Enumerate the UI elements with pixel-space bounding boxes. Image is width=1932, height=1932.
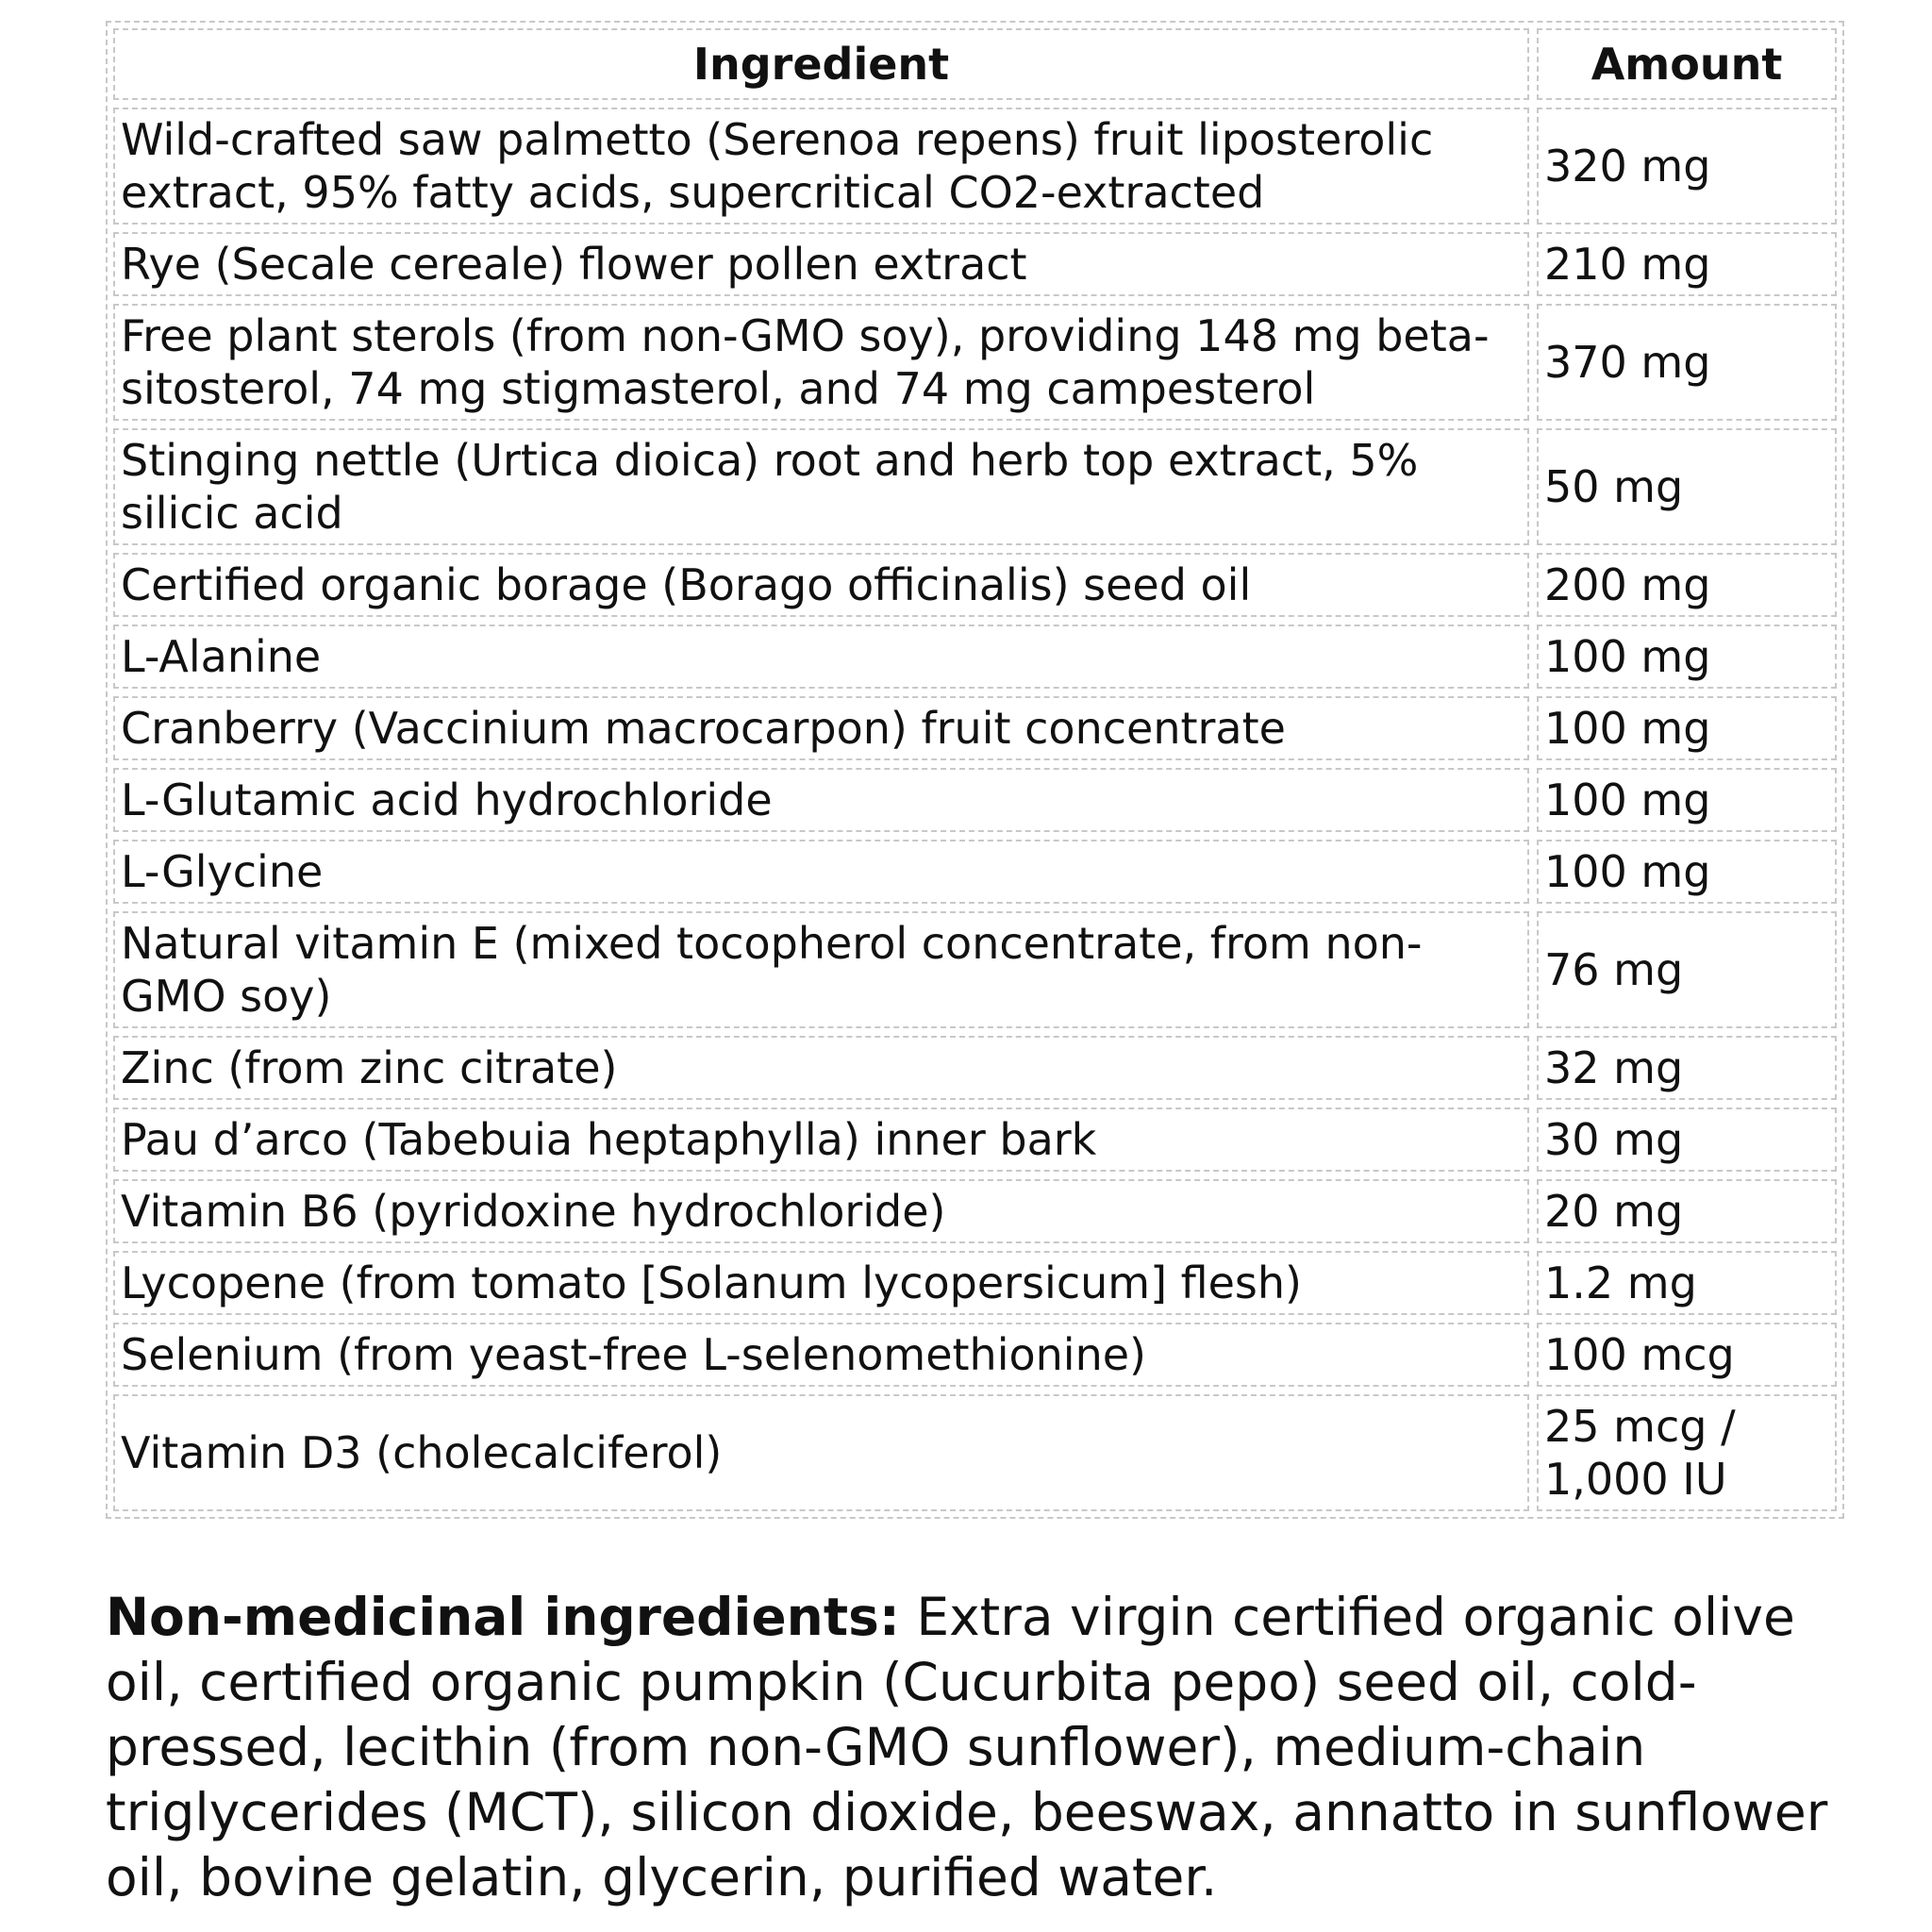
ingredient-cell: Lycopene (from tomato [Solanum lycopersicum] flesh): [113, 1251, 1529, 1315]
amount-cell: 100 mg: [1537, 768, 1837, 832]
ingredients-table-container: [106, 21, 1844, 1519]
non-medicinal-text: Extra virgin certified organic olive oil, certified organic pumpkin (Cucurbita pepo) seed oil, cold-pressed, lecithin (from non-GMO sunflower), medium-chain triglycerides (MCT), silicon dioxide, beeswax, annatto in sunflower oil, bovine gelatin, glycerin, purified water.: [106, 1587, 1828, 1907]
amount-cell: 320 mg: [1537, 108, 1837, 225]
ingredient-cell: Rye (Secale cereale) flower pollen extract: [113, 232, 1529, 296]
ingredients-table: [106, 21, 1844, 1519]
amount-cell: 76 mg: [1537, 911, 1837, 1028]
ingredient-cell: Zinc (from zinc citrate): [113, 1036, 1529, 1100]
ingredient-cell: L-Alanine: [113, 625, 1529, 689]
table-row: [113, 768, 1837, 832]
table-row: [113, 108, 1837, 225]
table-row: [113, 1394, 1837, 1511]
table-row: [113, 696, 1837, 760]
table-row: [113, 1179, 1837, 1243]
header-ingredient: Ingredient: [113, 28, 1529, 100]
ingredient-cell: Certified organic borage (Borago officinalis) seed oil: [113, 553, 1529, 617]
amount-cell: 1.2 mg: [1537, 1251, 1837, 1315]
ingredient-cell: Natural vitamin E (mixed tocopherol concentrate, from non-GMO soy): [113, 911, 1529, 1028]
ingredient-cell: Cranberry (Vaccinium macrocarpon) fruit concentrate: [113, 696, 1529, 760]
ingredient-cell: Vitamin B6 (pyridoxine hydrochloride): [113, 1179, 1529, 1243]
ingredient-cell: Selenium (from yeast-free L-selenomethionine): [113, 1323, 1529, 1387]
table-row: [113, 304, 1837, 421]
table-header-row: [113, 28, 1837, 100]
amount-cell: 100 mcg: [1537, 1323, 1837, 1387]
amount-cell: 50 mg: [1537, 428, 1837, 545]
amount-cell: 25 mcg / 1,000 IU: [1537, 1394, 1837, 1511]
ingredient-cell: Wild-crafted saw palmetto (Serenoa repens) fruit liposterolic extract, 95% fatty acids, supercritical CO2-extracted: [113, 108, 1529, 225]
ingredient-cell: L-Glycine: [113, 840, 1529, 904]
ingredient-cell: Stinging nettle (Urtica dioica) root and herb top extract, 5% silicic acid: [113, 428, 1529, 545]
non-medicinal-ingredients: [106, 1585, 1841, 1910]
ingredient-cell: L-Glutamic acid hydrochloride: [113, 768, 1529, 832]
amount-cell: 100 mg: [1537, 625, 1837, 689]
amount-cell: 370 mg: [1537, 304, 1837, 421]
table-row: [113, 232, 1837, 296]
table-row: [113, 1323, 1837, 1387]
table-row: [113, 625, 1837, 689]
amount-cell: 210 mg: [1537, 232, 1837, 296]
ingredient-cell: Pau d’arco (Tabebuia heptaphylla) inner bark: [113, 1108, 1529, 1172]
table-row: [113, 840, 1837, 904]
table-row: [113, 911, 1837, 1028]
ingredient-cell: Vitamin D3 (cholecalciferol): [113, 1394, 1529, 1511]
table-row: [113, 428, 1837, 545]
amount-cell: 100 mg: [1537, 840, 1837, 904]
header-amount: Amount: [1537, 28, 1837, 100]
amount-cell: 20 mg: [1537, 1179, 1837, 1243]
amount-cell: 30 mg: [1537, 1108, 1837, 1172]
table-row: [113, 1036, 1837, 1100]
amount-cell: 100 mg: [1537, 696, 1837, 760]
ingredient-cell: Free plant sterols (from non-GMO soy), providing 148 mg beta-sitosterol, 74 mg stigmasterol, and 74 mg campesterol: [113, 304, 1529, 421]
table-row: [113, 1108, 1837, 1172]
table-row: [113, 553, 1837, 617]
table-row: [113, 1251, 1837, 1315]
amount-cell: 32 mg: [1537, 1036, 1837, 1100]
amount-cell: 200 mg: [1537, 553, 1837, 617]
non-medicinal-label: Non-medicinal ingredients:: [106, 1587, 900, 1647]
